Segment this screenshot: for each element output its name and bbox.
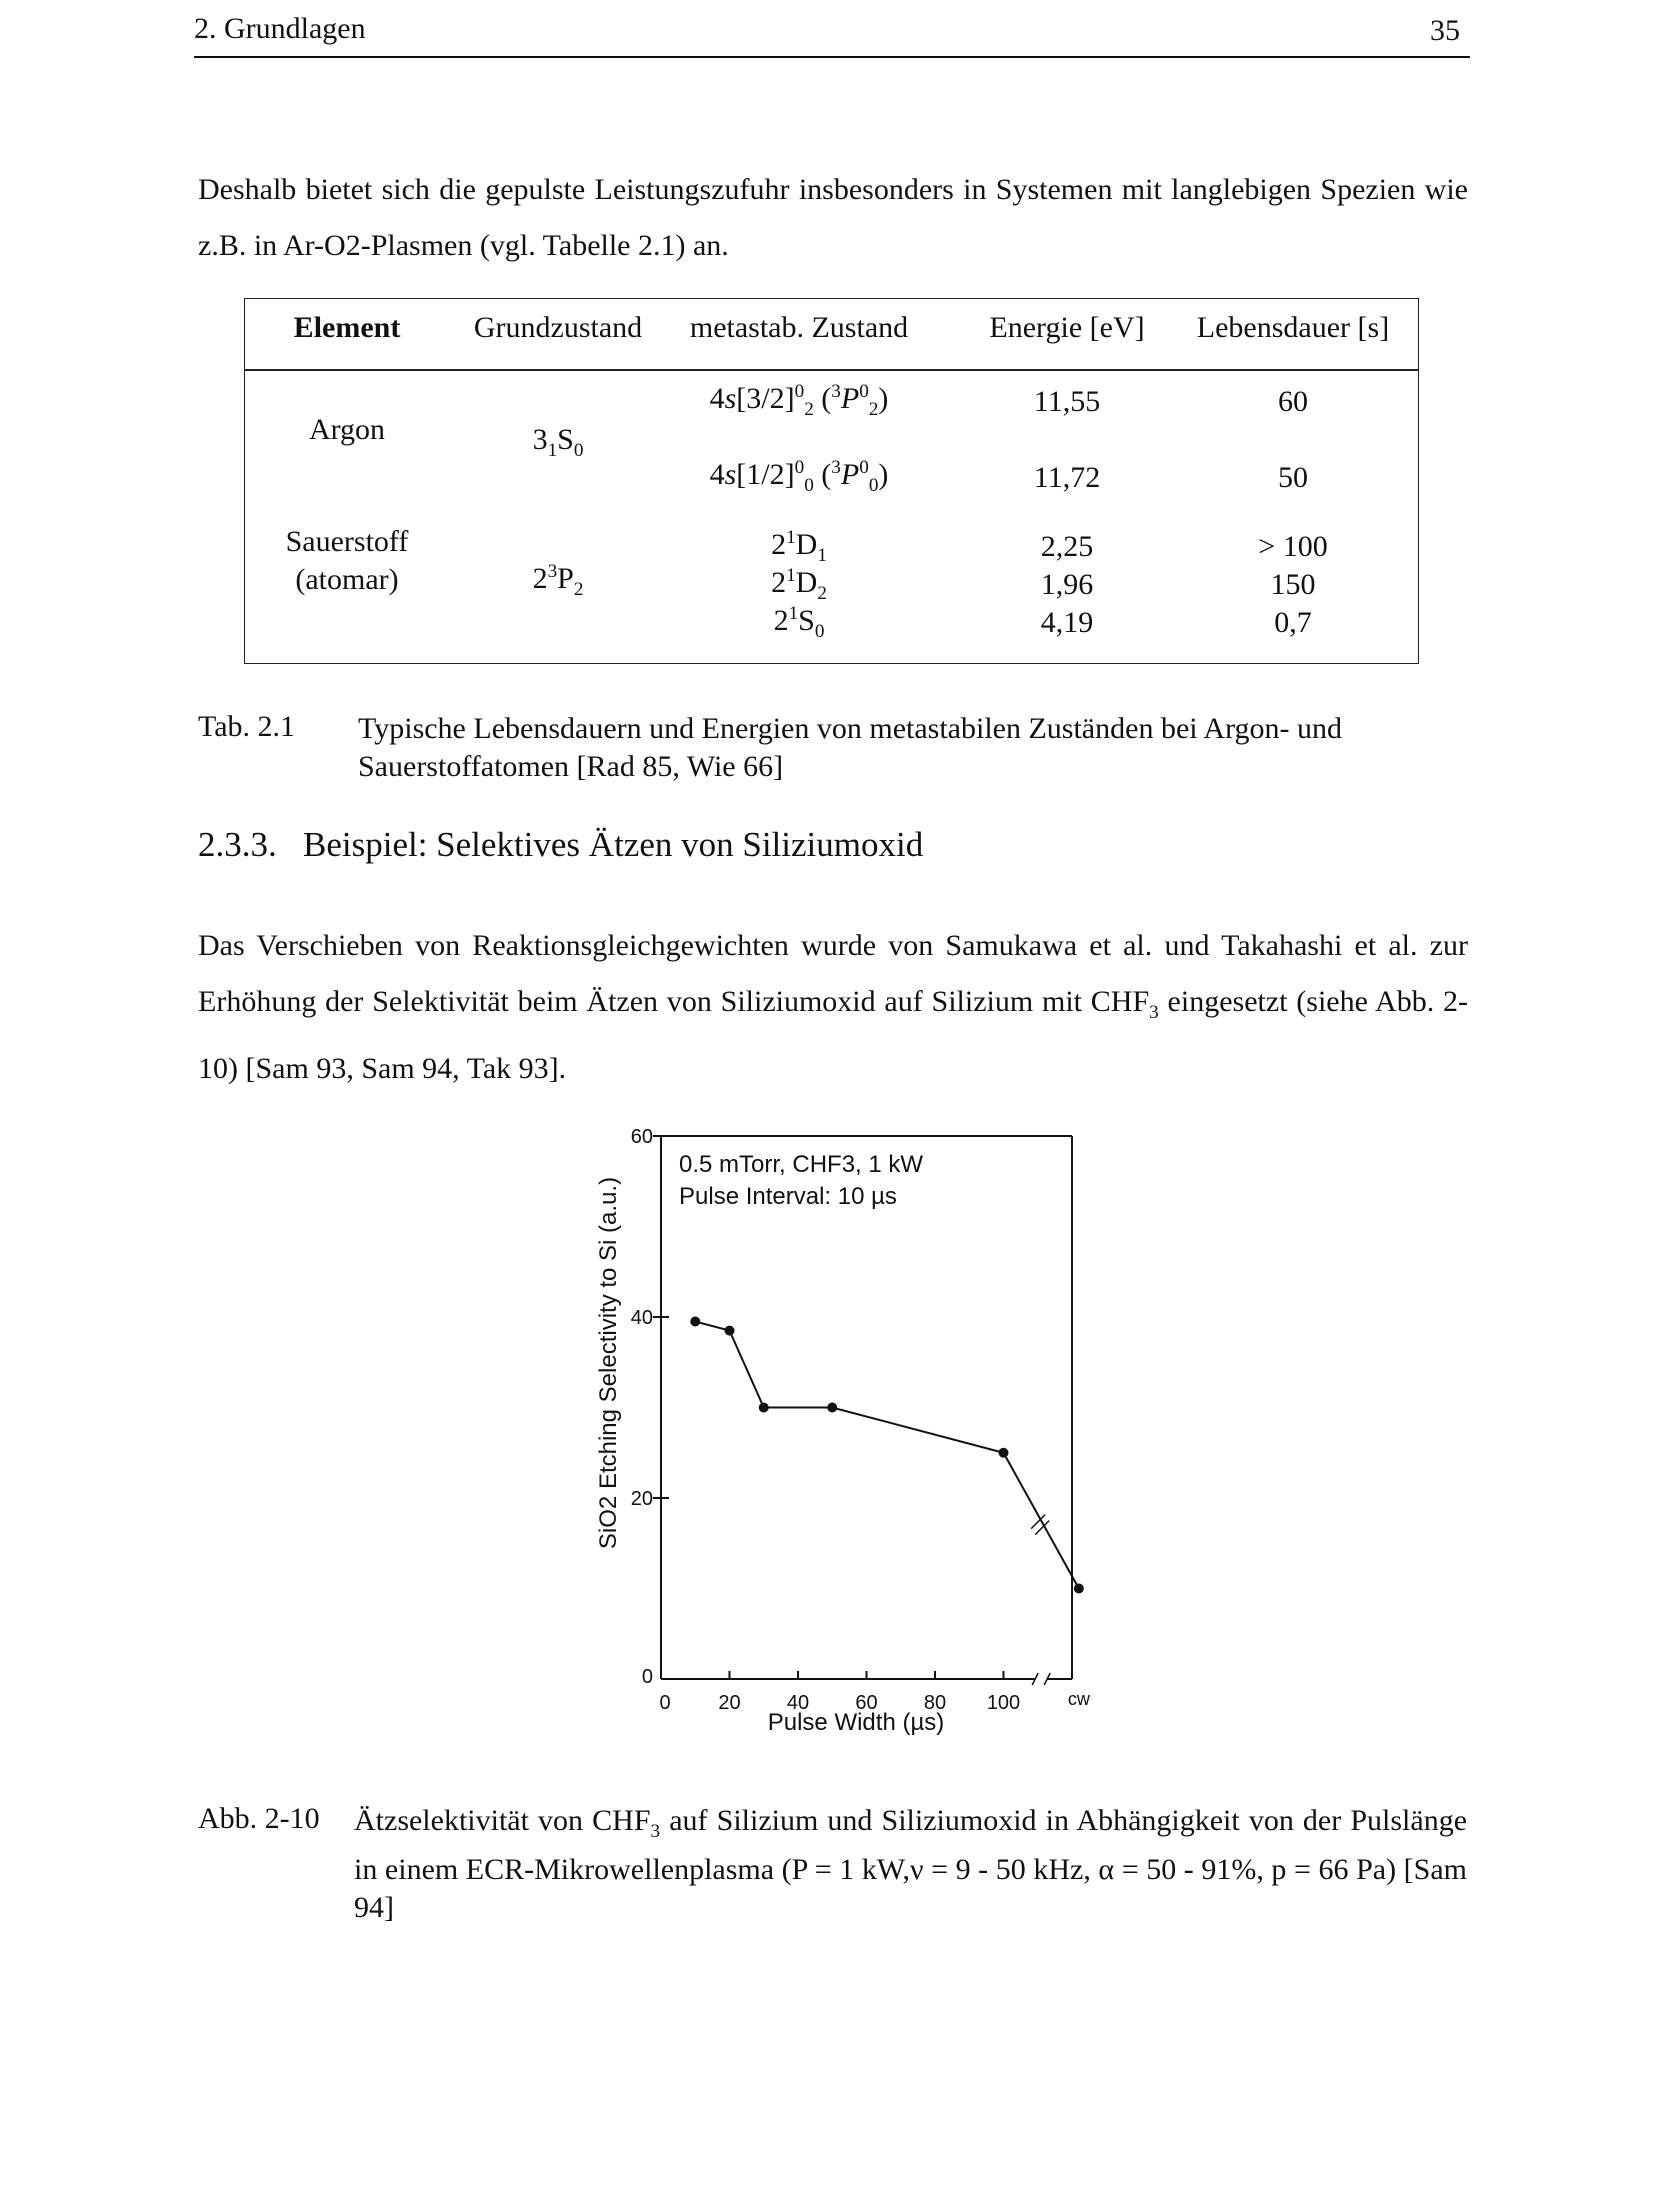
table-cell-state-oxygen-1: $2^1D_1$ xyxy=(771,527,827,566)
table-header-energy: Energie [eV] xyxy=(989,311,1145,344)
chart-annotation-line2: Pulse Interval: 10 µs xyxy=(679,1183,897,1210)
header-rule xyxy=(194,56,1470,58)
table-cell-element-argon: Argon xyxy=(308,413,386,446)
data-point xyxy=(725,1326,735,1336)
y-tick-label: 60 xyxy=(630,1126,653,1148)
table-cell-energy-oxygen-2: 1,96 xyxy=(1040,568,1094,601)
table-cell-state-oxygen-2: $2^1D_2$ xyxy=(771,565,827,604)
table-cell-lifetime-oxygen-1: > 100 xyxy=(1258,530,1328,563)
table-header-element: Element xyxy=(293,311,401,344)
selectivity-chart xyxy=(560,1120,1120,1740)
x-axis-label: Pulse Width (µs) xyxy=(767,1709,945,1736)
table-cell-lifetime-argon-2: 50 xyxy=(1278,461,1308,494)
data-point xyxy=(827,1403,837,1413)
table-cell-lifetime-oxygen-3: 0,7 xyxy=(1274,606,1312,639)
table-header-lifetime: Lebensdauer [s] xyxy=(1196,311,1390,344)
y-tick-label: 20 xyxy=(630,1488,653,1510)
table-header-ground-state: Grundzustand xyxy=(473,311,643,344)
table-caption-label: Tab. 2.1 xyxy=(198,710,296,743)
x-tick-label: 60 xyxy=(855,1692,878,1714)
y-axis-label: SiO2 Etching Selectivity to Si (a.u.) xyxy=(595,1176,622,1550)
data-point xyxy=(759,1403,769,1413)
section-heading: 2.3.3. Beispiel: Selektives Ätzen von Siliziumoxid xyxy=(198,825,924,864)
x-tick-label: 80 xyxy=(923,1692,947,1714)
table-cell-state-argon-2: $4s[1/2]^0_0$ $(^3P^0_0)$ xyxy=(709,457,889,496)
table-cell-lifetime-oxygen-2: 150 xyxy=(1270,568,1316,601)
y-tick-label: 0 xyxy=(641,1666,653,1688)
data-point xyxy=(999,1448,1009,1458)
data-point xyxy=(1074,1584,1084,1594)
table-cell-energy-oxygen-1: 2,25 xyxy=(1040,530,1094,563)
x-tick-label: 0 xyxy=(659,1692,671,1714)
paragraph-selectivity: Das Verschieben von Reaktionsgleichgewichten wurde von Samukawa et al. und Takahashi et al. zur Erhöhung der Selektivität beim Ätzen von Siliziumoxid auf Silizium mit $CHF_3$ eingesetzt (siehe Abb. 2-10) [Sam 93, Sam 94, Tak 93]. xyxy=(198,929,1469,1085)
series-line xyxy=(695,1322,1079,1589)
table-cell-energy-argon-1: 11,55 xyxy=(1033,385,1101,418)
table-cell-ground-state-oxygen: $2^3P_2$ xyxy=(532,561,584,600)
table-header-rule xyxy=(245,369,1418,371)
table-header-metastable-state: metastab. Zustand xyxy=(689,311,909,344)
table-cell-element-oxygen: Sauerstoff (atomar) xyxy=(285,525,409,596)
x-axis-ticks xyxy=(659,1671,1090,1714)
table-caption-text: Typische Lebensdauern und Energien von metastabilen Zuständen bei Argon- und Sauerstoffatomen [Rad 85, Wie 66] xyxy=(358,712,1343,783)
selectivity-series xyxy=(690,1317,1084,1594)
x-tick-label: 40 xyxy=(786,1692,810,1714)
table-cell-ground-state-argon: $3_1S_0$ xyxy=(532,423,584,461)
chart-annotation-line1: 0.5 mTorr, CHF3, 1 kW xyxy=(679,1151,924,1178)
y-axis-ticks xyxy=(631,1126,669,1688)
x-tick-label-cw: cw xyxy=(1067,1689,1090,1709)
table-cell-energy-oxygen-3: 4,19 xyxy=(1040,606,1094,639)
table-cell-lifetime-argon-1: 60 xyxy=(1278,385,1308,418)
x-tick-label: 100 xyxy=(986,1692,1021,1714)
metastable-states-table xyxy=(244,298,1419,664)
running-header-chapter: 2. Grundlagen xyxy=(194,12,366,45)
table-cell-energy-argon-2: 11,72 xyxy=(1033,461,1101,494)
x-tick-label: 20 xyxy=(718,1692,741,1714)
page-number: 35 xyxy=(1430,14,1460,47)
plot-frame xyxy=(661,1136,1072,1685)
figure-caption-text: Ätzselektivität von $CHF_3$ auf Silizium und Siliziumoxid in Abhängigkeit von der Pulslänge in einem ECR-Mikrowellenplasma (P = 1 kW,ν = 9 - 50 kHz, α = 50 - 91%, p = 66 Pa) [Sam 94] xyxy=(354,1804,1468,1924)
figure-caption-label: Abb. 2-10 xyxy=(198,1802,320,1835)
paragraph-intro: Deshalb bietet sich die gepulste Leistungszufuhr insbesonders in Systemen mit langlebigen Spezien wie z.B. in Ar-O2-Plasmen (vgl. Tabelle 2.1) an. xyxy=(198,173,1468,262)
table-cell-state-argon-1: $4s[3/2]^0_2$ $(^3P^0_2)$ xyxy=(709,381,889,420)
data-point xyxy=(690,1317,700,1327)
table-cell-state-oxygen-3: $2^1S_0$ xyxy=(773,603,825,642)
y-tick-label: 40 xyxy=(630,1307,653,1329)
